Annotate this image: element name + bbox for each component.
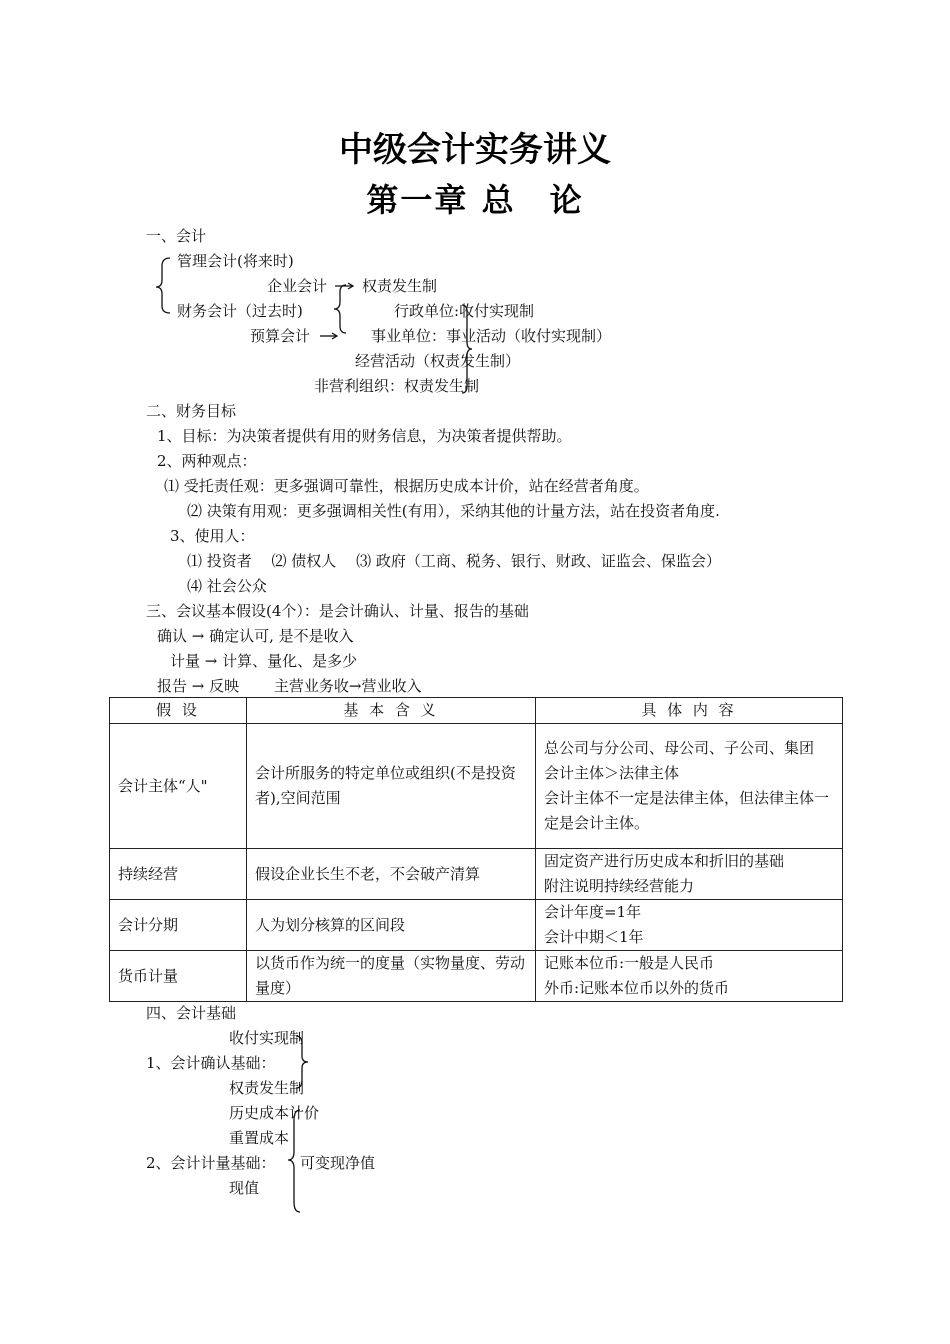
reporting-line: 报告 → 反映 主营业务收→营业收入 [157, 677, 422, 695]
users-heading: 3、使用人： [170, 527, 255, 545]
content-line: 固定资产进行历史成本和折旧的基础 [544, 852, 785, 870]
budget-arrow-head [332, 333, 337, 339]
section-1-heading: 一、会计 [146, 227, 207, 245]
nonprofit-organization: 非营利组织：权责发生制 [314, 377, 480, 395]
table-header-row [110, 698, 843, 724]
management-accounting: 管理会计(将来时) [177, 252, 294, 270]
business-activity: 经营活动（权责发生制） [355, 352, 521, 370]
section-2-heading: 二、财务目标 [146, 402, 237, 420]
content-line: 附注说明持续经营能力 [544, 877, 695, 895]
net-realizable-value: 可变现净值 [300, 1154, 376, 1172]
meaning-cell: 会计所服务的特定单位或组织(不是投资者),空间范围 [247, 724, 536, 849]
two-views-heading: 2、两种观点： [157, 452, 257, 470]
measurement-brace [288, 1110, 300, 1212]
replacement-cost: 重置成本 [229, 1129, 290, 1147]
meaning-cell: 假设企业长生不老，不会破产清算 [247, 849, 536, 900]
content-line: 总公司与分公司、母公司、子公司、集团 [544, 739, 815, 757]
users-list-2: ⑷ 社会公众 [187, 577, 267, 595]
section-3-heading: 三、会议基本假设(4个）：是会计确认、计量、报告的基础 [146, 602, 529, 620]
recognition-basis-label: 1、会计确认基础： [146, 1054, 276, 1072]
table-row [110, 900, 843, 951]
financial-accounting: 财务会计（过去时) [177, 302, 303, 320]
chapter-title: 第一章 总 论 [366, 181, 584, 219]
header-content: 具 体 内 容 [536, 698, 843, 724]
content-line: 外币:记账本位币以外的货币 [544, 979, 730, 997]
content-line: 会计年度=1年 [544, 903, 642, 921]
assumptions-table [109, 697, 843, 1002]
stewardship-view: ⑴ 受托责任观：更多强调可靠性，根据历史成本计价，站在经营者角度。 [164, 477, 649, 495]
present-value: 现值 [229, 1179, 260, 1197]
content-line: 会计中期＜1年 [544, 928, 644, 946]
accrual-basis: 权责发生制 [229, 1079, 305, 1097]
enterprise-arrow-head [348, 283, 353, 289]
content-line: 会计主体不一定是法律主体，但法律主体一定是会计主体。 [544, 789, 830, 832]
content-cell [536, 951, 843, 1002]
content-cell [536, 849, 843, 900]
header-meaning: 基 本 含 义 [247, 698, 536, 724]
content-line: 记账本位币:一般是人民币 [544, 954, 715, 972]
table-row [110, 849, 843, 900]
measurement-line: 计量 → 计算、量化、是多少 [170, 652, 358, 670]
public-institution: 事业单位：事业活动（收付实现制） [371, 327, 612, 345]
meaning-cell: 以货币作为统一的度量（实物量度、劳动量度） [247, 951, 536, 1002]
meaning-cell: 人为划分核算的区间段 [247, 900, 536, 951]
accrual-basis-label: 权责发生制 [362, 277, 438, 295]
content-cell [536, 724, 843, 849]
assumption-cell: 会计分期 [110, 900, 247, 951]
administrative-unit: 行政单位:收付实现制 [394, 302, 535, 320]
section-4-heading: 四、会计基础 [146, 1004, 237, 1022]
table-row [110, 951, 843, 1002]
assumption-cell: 会计主体“人" [110, 724, 247, 849]
document-title: 中级会计实务讲义 [339, 130, 611, 170]
financial-brace [334, 285, 346, 333]
content-cell [536, 900, 843, 951]
recognition-line: 确认 → 确定认可, 是不是收入 [157, 627, 354, 645]
table-row [110, 724, 843, 849]
assumption-cell: 货币计量 [110, 951, 247, 1002]
decision-usefulness-view: ⑵ 决策有用观：更多强调相关性(有用），采纳其他的计量方法，站在投资者角度. [187, 502, 720, 520]
enterprise-accounting: 企业会计 [267, 277, 328, 295]
goal-text: 1、目标：为决策者提供有用的财务信息，为决策者提供帮助。 [157, 427, 572, 445]
budget-accounting: 预算会计 [250, 327, 311, 345]
users-list-1: ⑴ 投资者 ⑵ 债权人 ⑶ 政府（工商、税务、银行、财政、证监会、保监会） [187, 552, 721, 570]
main-brace [156, 258, 170, 313]
measurement-basis-label: 2、会计计量基础： [146, 1154, 276, 1172]
cash-basis: 收付实现制 [229, 1029, 305, 1047]
historical-cost: 历史成本计价 [229, 1104, 320, 1122]
assumption-cell: 持续经营 [110, 849, 247, 900]
content-line: 会计主体＞法律主体 [544, 764, 680, 782]
header-assumption: 假 设 [110, 698, 247, 724]
